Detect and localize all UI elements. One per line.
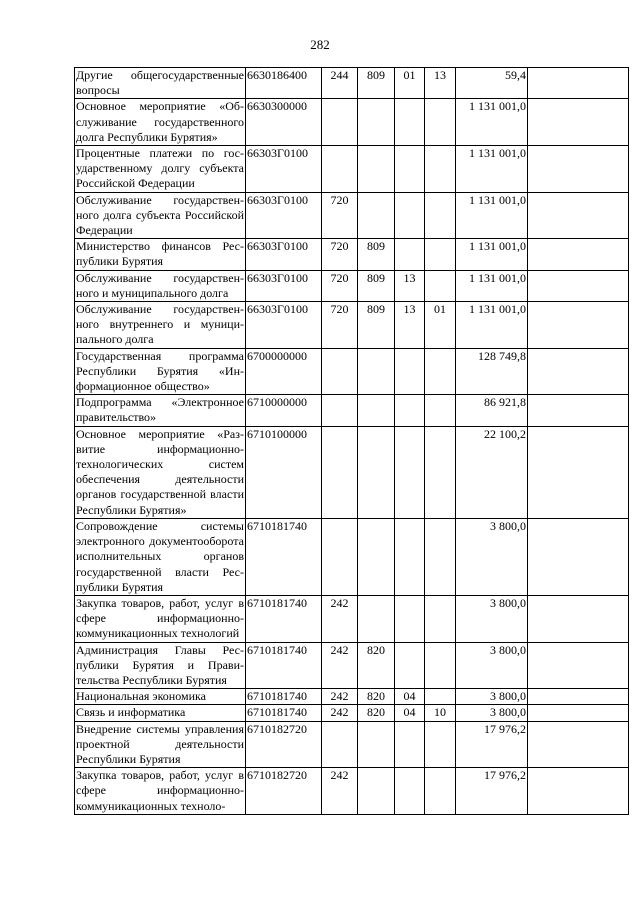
- ministry-code-cell: [358, 721, 395, 768]
- section-cell: [395, 348, 425, 395]
- row-name-cell: Подпрограмма «Электронное правительство»: [76, 395, 244, 425]
- expense-type-cell: 720: [322, 192, 358, 239]
- target-article-cell: 6700000000: [246, 348, 322, 395]
- expense-type-cell: 244: [322, 68, 358, 99]
- section-cell: 04: [395, 705, 425, 721]
- subsection-cell: [425, 768, 456, 815]
- table-row: [75, 426, 629, 518]
- empty-cell: [528, 595, 629, 642]
- expense-type-cell: [322, 518, 358, 595]
- section-cell: 13: [395, 270, 425, 301]
- amount-cell: 3 800,0: [456, 689, 528, 705]
- subsection-cell: [425, 395, 456, 426]
- ministry-code-cell: [358, 99, 395, 146]
- subsection-cell: [425, 348, 456, 395]
- page-number: 282: [310, 37, 330, 52]
- amount-cell: 1 131 001,0: [456, 99, 528, 146]
- section-cell: [395, 518, 425, 595]
- target-article-cell: 6630186400: [246, 68, 322, 99]
- target-article-cell: 6710182720: [246, 768, 322, 815]
- section-cell: [395, 768, 425, 815]
- ministry-code-cell: 820: [358, 705, 395, 721]
- amount-cell: 3 800,0: [456, 642, 528, 689]
- amount-cell: 17 976,2: [456, 768, 528, 815]
- row-name-cell: Национальная экономика: [75, 689, 246, 705]
- table-row: [75, 68, 629, 99]
- subsection-cell: 10: [425, 705, 456, 721]
- section-cell: [395, 99, 425, 146]
- section-cell: [395, 642, 425, 689]
- table-row: [75, 642, 629, 689]
- ministry-code-cell: 820: [358, 642, 395, 689]
- empty-cell: [528, 68, 629, 99]
- subsection-cell: 13: [425, 68, 456, 99]
- subsection-cell: [425, 270, 456, 301]
- ministry-code-cell: 820: [358, 689, 395, 705]
- expense-type-cell: 720: [322, 302, 358, 349]
- row-name-cell: Обслуживание государственного внутреннего и муниципального долга: [76, 302, 244, 347]
- row-name-cell: Сопровождение системы электронного документооборота исполнительных органов государственной власти Республики Бурятия: [76, 518, 244, 594]
- amount-cell: 1 131 001,0: [456, 270, 528, 301]
- target-article-cell: 6710100000: [246, 426, 322, 518]
- row-name-cell: Процентные платежи по государственному долгу субъекта Российской Федерации: [76, 146, 244, 191]
- ministry-code-cell: 809: [358, 302, 395, 349]
- subsection-cell: [425, 146, 456, 193]
- empty-cell: [528, 518, 629, 595]
- subsection-cell: [425, 689, 456, 705]
- target-article-cell: 6710181740: [246, 642, 322, 689]
- empty-cell: [528, 395, 629, 426]
- expense-type-cell: 242: [322, 642, 358, 689]
- empty-cell: [528, 426, 629, 518]
- subsection-cell: [425, 642, 456, 689]
- amount-cell: 1 131 001,0: [456, 146, 528, 193]
- table-row: [75, 705, 629, 721]
- empty-cell: [528, 270, 629, 301]
- target-article-cell: 6710181740: [246, 689, 322, 705]
- ministry-code-cell: 809: [358, 68, 395, 99]
- row-name-cell: Связь и информатика: [75, 705, 246, 721]
- expense-type-cell: 720: [322, 270, 358, 301]
- target-article-cell: 66303Г0100: [246, 302, 322, 349]
- section-cell: [395, 721, 425, 768]
- target-article-cell: 6710000000: [246, 395, 322, 426]
- subsection-cell: [425, 595, 456, 642]
- table-row: [75, 239, 629, 270]
- empty-cell: [528, 721, 629, 768]
- budget-table: [74, 67, 629, 815]
- ministry-code-cell: [358, 518, 395, 595]
- row-name-cell: Основное мероприятие «Обслуживание государственного долга Республики Бурятия»: [76, 99, 244, 144]
- expense-type-cell: [322, 395, 358, 426]
- empty-cell: [528, 302, 629, 349]
- row-name-cell: Администрация Главы Республики Бурятия и Правительства Республики Бурятия: [76, 642, 244, 687]
- target-article-cell: 6710181740: [246, 595, 322, 642]
- table-row: [75, 270, 629, 301]
- empty-cell: [528, 99, 629, 146]
- ministry-code-cell: [358, 768, 395, 815]
- section-cell: 01: [395, 68, 425, 99]
- section-cell: [395, 146, 425, 193]
- subsection-cell: 01: [425, 302, 456, 349]
- subsection-cell: [425, 192, 456, 239]
- subsection-cell: [425, 518, 456, 595]
- expense-type-cell: [322, 99, 358, 146]
- expense-type-cell: 242: [322, 595, 358, 642]
- amount-cell: 128 749,8: [456, 348, 528, 395]
- amount-cell: 86 921,8: [456, 395, 528, 426]
- target-article-cell: 6710181740: [246, 518, 322, 595]
- section-cell: [395, 426, 425, 518]
- empty-cell: [528, 642, 629, 689]
- target-article-cell: 6710182720: [246, 721, 322, 768]
- amount-cell: 17 976,2: [456, 721, 528, 768]
- target-article-cell: 6710181740: [246, 705, 322, 721]
- row-name-cell: Министерство финансов Республики Бурятия: [76, 239, 244, 269]
- empty-cell: [528, 705, 629, 721]
- subsection-cell: [425, 99, 456, 146]
- empty-cell: [528, 146, 629, 193]
- section-cell: 13: [395, 302, 425, 349]
- section-cell: [395, 239, 425, 270]
- expense-type-cell: 242: [322, 705, 358, 721]
- subsection-cell: [425, 426, 456, 518]
- ministry-code-cell: [358, 146, 395, 193]
- empty-cell: [528, 239, 629, 270]
- amount-cell: 1 131 001,0: [456, 239, 528, 270]
- table-row: [75, 192, 629, 239]
- expense-type-cell: [322, 721, 358, 768]
- ministry-code-cell: [358, 348, 395, 395]
- table-row: [75, 395, 629, 426]
- section-cell: 04: [395, 689, 425, 705]
- row-name-cell: Обслуживание государственного долга субъекта Российской Федерации: [76, 192, 244, 238]
- table-row: [75, 768, 629, 815]
- table-row: [75, 595, 629, 642]
- table-row: [75, 721, 629, 768]
- expense-type-cell: 242: [322, 689, 358, 705]
- ministry-code-cell: 809: [358, 270, 395, 301]
- expense-type-cell: 720: [322, 239, 358, 270]
- amount-cell: 3 800,0: [456, 595, 528, 642]
- expense-type-cell: [322, 426, 358, 518]
- subsection-cell: [425, 239, 456, 270]
- amount-cell: 3 800,0: [456, 705, 528, 721]
- target-article-cell: 66303Г0100: [246, 192, 322, 239]
- empty-cell: [528, 192, 629, 239]
- ministry-code-cell: [358, 426, 395, 518]
- section-cell: [395, 192, 425, 239]
- amount-cell: 1 131 001,0: [456, 192, 528, 239]
- table-row: [75, 99, 629, 146]
- row-name-cell: Закупка товаров, работ, услуг в сфере информационно-коммуникационных техноло-: [76, 768, 244, 813]
- amount-cell: 1 131 001,0: [456, 302, 528, 349]
- ministry-code-cell: [358, 595, 395, 642]
- amount-cell: 22 100,2: [456, 426, 528, 518]
- expense-type-cell: [322, 348, 358, 395]
- row-name-cell: Основное мероприятие «Развитие информационно-технологических систем обеспечения деятельности органов государственной власти Республики Бурятия»: [76, 426, 244, 517]
- empty-cell: [528, 689, 629, 705]
- target-article-cell: 66303Г0100: [246, 270, 322, 301]
- empty-cell: [528, 348, 629, 395]
- row-name-cell: Обслуживание государственного и муниципального долга: [76, 270, 244, 300]
- ministry-code-cell: 809: [358, 239, 395, 270]
- target-article-cell: 66303Г0100: [246, 239, 322, 270]
- ministry-code-cell: [358, 192, 395, 239]
- ministry-code-cell: [358, 395, 395, 426]
- table-row: [75, 146, 629, 193]
- row-name-cell: Государственная программа Республики Бурятия «Информационное общество»: [76, 348, 244, 394]
- row-name-cell: Внедрение системы управления проектной деятельности Республики Бурятия: [76, 721, 244, 766]
- target-article-cell: 6630300000: [246, 99, 322, 146]
- table-row: [75, 518, 629, 595]
- subsection-cell: [425, 721, 456, 768]
- section-cell: [395, 395, 425, 426]
- table-row: [75, 302, 629, 349]
- row-name-cell: Другие общегосударственные вопросы: [76, 68, 244, 98]
- section-cell: [395, 595, 425, 642]
- amount-cell: 59,4: [456, 68, 528, 99]
- table-row: [75, 689, 629, 705]
- row-name-cell: Закупка товаров, работ, услуг в сфере информационно-коммуникационных технологий: [76, 595, 244, 641]
- table-row: [75, 348, 629, 395]
- expense-type-cell: [322, 146, 358, 193]
- expense-type-cell: 242: [322, 768, 358, 815]
- target-article-cell: 66303Г0100: [246, 146, 322, 193]
- empty-cell: [528, 768, 629, 815]
- amount-cell: 3 800,0: [456, 518, 528, 595]
